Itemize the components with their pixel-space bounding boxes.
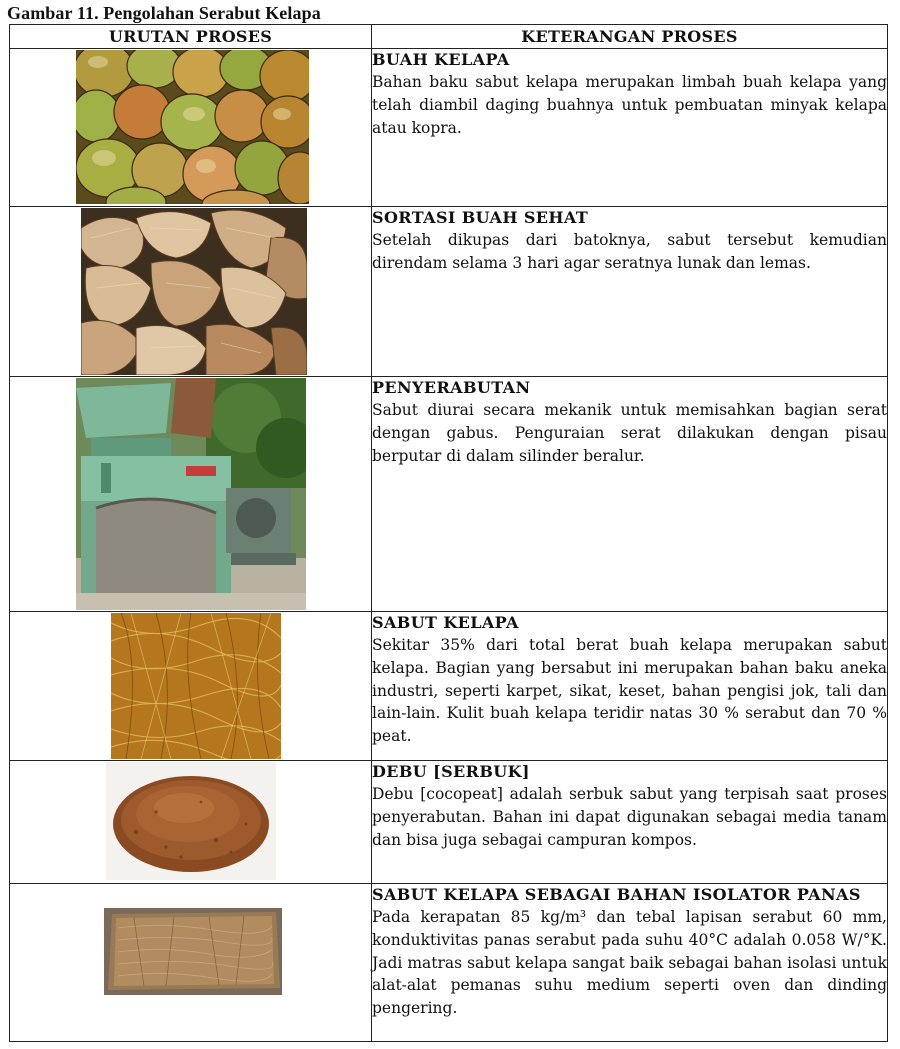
- process-description-cell: [372, 377, 888, 612]
- step-text: Sekitar 35% dari total berat buah kelapa merupakan sabut kelapa. Bagian yang bersabut ini merupakan bahan baku aneka industri, seperti karpet, sikat, keset, bahan pengisi jok, tali dan lain-lain. Kulit buah kelapa teridir natas 30 % serabut dan 70 % peat.: [372, 636, 887, 746]
- header-process-order: URUTAN PROSES: [10, 25, 372, 49]
- step-title: SORTASI BUAH SEHAT: [372, 208, 589, 227]
- process-image-cell: [10, 377, 372, 612]
- coconut-husks-photo: [81, 208, 307, 375]
- process-description-cell: [372, 761, 888, 884]
- process-description-cell: [372, 49, 888, 207]
- process-description-cell: [372, 612, 888, 761]
- step-text: Bahan baku sabut kelapa merupakan limbah buah kelapa yang telah diambil daging buahnya untuk pembuatan minyak kelapa atau kopra.: [372, 73, 887, 137]
- coconut-fiber-photo: [111, 613, 281, 759]
- table-row: [10, 884, 888, 1042]
- table-row: [10, 761, 888, 884]
- step-text: Debu [cocopeat] adalah serbuk sabut yang terpisah saat proses penyerabutan. Bahan ini dapat digunakan sebagai media tanam dan bisa juga sebagai campuran kompos.: [372, 785, 887, 849]
- step-text: Pada kerapatan 85 kg/m³ dan tebal lapisan serabut 60 mm, konduktivitas panas serabut pada suhu 40°C adalah 0.058 W/°K. Jadi matras sabut kelapa sangat baik sebagai bahan isolasi untuk alat-alat pemanas suhu medium seperti oven dan dinding pengering.: [372, 908, 887, 1018]
- step-title: PENYERABUTAN: [372, 378, 531, 397]
- figure-caption: Gambar 11. Pengolahan Serabut Kelapa: [7, 3, 321, 23]
- process-image-cell: [10, 761, 372, 884]
- table-row: [10, 49, 888, 207]
- step-text: Setelah dikupas dari batoknya, sabut tersebut kemudian direndam selama 3 hari agar seratnya lunak dan lemas.: [372, 231, 887, 272]
- process-image-cell: [10, 612, 372, 761]
- table-row: [10, 612, 888, 761]
- process-table: [9, 24, 888, 1042]
- process-description-cell: [372, 207, 888, 377]
- step-title: SABUT KELAPA SEBAGAI BAHAN ISOLATOR PANAS: [372, 885, 861, 904]
- header-process-description: KETERANGAN PROSES: [372, 25, 888, 49]
- process-image-cell: [10, 207, 372, 377]
- step-title: DEBU [SERBUK]: [372, 762, 530, 781]
- step-title: SABUT KELAPA: [372, 613, 519, 632]
- defibering-machine-photo: [76, 378, 306, 610]
- process-description-cell: [372, 884, 888, 1042]
- step-text: Sabut diurai secara mekanik untuk memisahkan bagian serat dengan gabus. Penguraian serat dilakukan dengan pisau berputar di dalam silinder beralur.: [372, 401, 887, 465]
- table-row: [10, 207, 888, 377]
- coir-mat-photo: [104, 908, 282, 995]
- process-image-cell: [10, 884, 372, 1042]
- process-image-cell: [10, 49, 372, 207]
- table-row: [10, 377, 888, 612]
- table-header-row: [10, 25, 888, 49]
- coconut-pile-photo: [76, 50, 309, 204]
- cocopeat-powder-photo: [106, 762, 276, 880]
- step-title: BUAH KELAPA: [372, 50, 510, 69]
